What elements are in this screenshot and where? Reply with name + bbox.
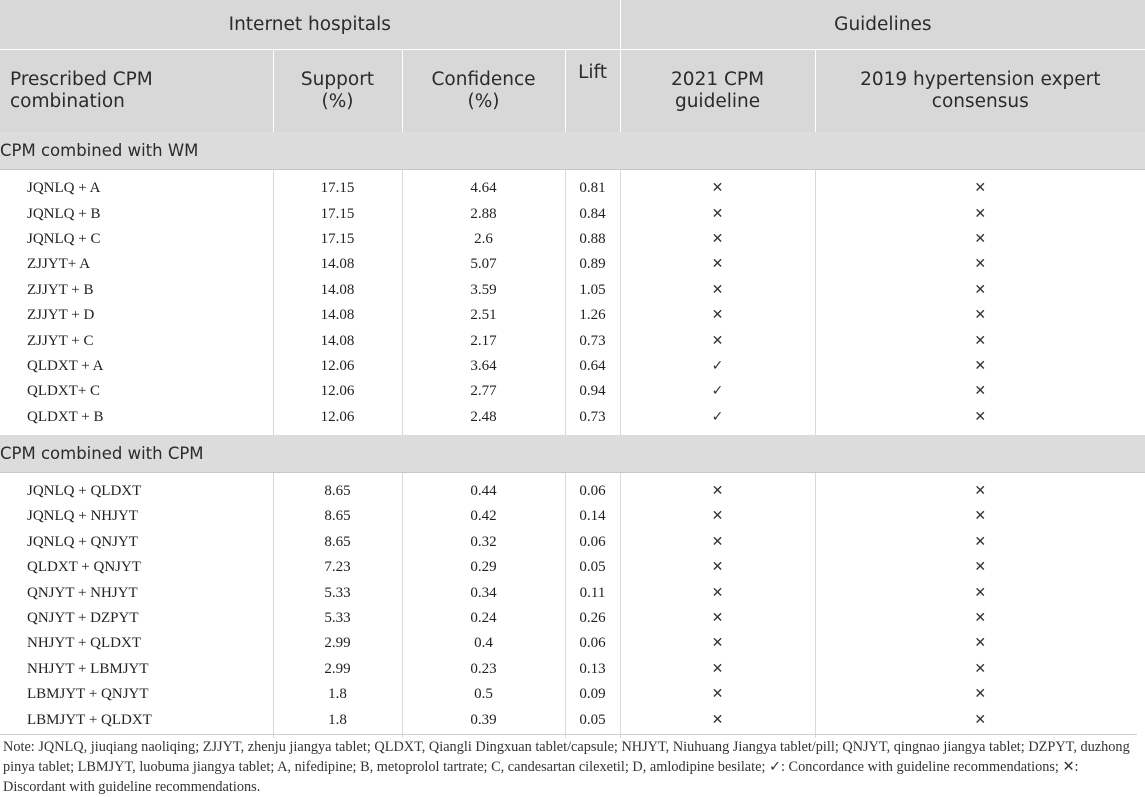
combination-cell: QLDXT+ C [0, 379, 273, 404]
consensus2019-cell [815, 227, 1145, 252]
consensus2019-cell [815, 354, 1145, 379]
combination-cell: JQNLQ + A [0, 176, 273, 201]
cpm2021-cell [620, 504, 815, 529]
cross-mark-icon: ✕ [711, 584, 724, 601]
support-cell: 5.33 [273, 580, 402, 605]
combination-cell: ZJJYT + C [0, 328, 273, 353]
cross-mark-icon: ✕ [974, 230, 987, 247]
lift-cell: 0.05 [565, 555, 620, 580]
combination-cell: QNJYT + DZPYT [0, 606, 273, 631]
support-cell: 14.08 [273, 328, 402, 353]
consensus2019-cell [815, 201, 1145, 226]
cross-mark-icon: ✕ [974, 711, 987, 728]
support-cell: 2.99 [273, 657, 402, 682]
lift-cell: 0.73 [565, 328, 620, 353]
lift-cell: 0.81 [565, 176, 620, 201]
table-row [0, 530, 1145, 555]
combination-cell: ZJJYT+ A [0, 252, 273, 277]
cross-mark-icon: ✕ [711, 508, 724, 525]
table-row [0, 682, 1145, 707]
cross-mark-icon: ✕ [711, 332, 724, 349]
table-row [0, 303, 1145, 328]
section-header-row [0, 435, 1145, 473]
lift-cell: 0.05 [565, 707, 620, 737]
consensus2019-cell [815, 479, 1145, 504]
cpm2021-cell [620, 631, 815, 656]
combination-cell: QNJYT + NHJYT [0, 580, 273, 605]
lift-cell: 0.14 [565, 504, 620, 529]
section-title: CPM combined with WM [0, 132, 1145, 170]
support-cell: 12.06 [273, 354, 402, 379]
cpm2021-cell [620, 252, 815, 277]
cross-mark-icon: ✕ [711, 533, 724, 550]
lift-cell: 0.26 [565, 606, 620, 631]
cpm2021-cell [620, 580, 815, 605]
confidence-cell: 2.77 [402, 379, 565, 404]
combination-cell: LBMJYT + QLDXT [0, 707, 273, 737]
confidence-cell: 2.48 [402, 405, 565, 435]
support-cell: 17.15 [273, 227, 402, 252]
combination-cell: ZJJYT + B [0, 278, 273, 303]
cpm2021-cell [620, 176, 815, 201]
consensus2019-cell [815, 176, 1145, 201]
column-header-lift [565, 50, 620, 133]
consensus2019-cell [815, 657, 1145, 682]
support-cell: 8.65 [273, 504, 402, 529]
support-cell: 17.15 [273, 176, 402, 201]
cross-mark-icon: ✕ [974, 635, 987, 652]
consensus2019-cell [815, 328, 1145, 353]
table-row [0, 479, 1145, 504]
combination-cell: QLDXT + A [0, 354, 273, 379]
combination-cell: NHJYT + LBMJYT [0, 657, 273, 682]
column-header-2019-line2: consensus [931, 91, 1029, 112]
table-row [0, 657, 1145, 682]
support-cell: 5.33 [273, 606, 402, 631]
lift-cell: 0.09 [565, 682, 620, 707]
confidence-cell: 0.42 [402, 504, 565, 529]
column-header-confidence [402, 50, 565, 133]
check-mark-icon: ✓ [711, 408, 724, 425]
lift-cell: 0.94 [565, 379, 620, 404]
group-header-internet-hospitals: Internet hospitals [0, 0, 620, 50]
lift-cell: 0.06 [565, 479, 620, 504]
lift-cell: 0.06 [565, 530, 620, 555]
column-header-2021-line2: guideline [674, 91, 761, 112]
support-cell: 1.8 [273, 707, 402, 737]
cross-mark-icon: ✕ [974, 483, 987, 500]
lift-cell: 1.26 [565, 303, 620, 328]
table-row [0, 606, 1145, 631]
combination-cell: JQNLQ + QNJYT [0, 530, 273, 555]
table-body [0, 132, 1145, 738]
confidence-cell: 0.29 [402, 555, 565, 580]
column-header-combination-line1: Prescribed CPM [10, 69, 153, 90]
confidence-cell: 2.51 [402, 303, 565, 328]
column-header-confidence-line1: Confidence [431, 69, 536, 90]
cpm2021-cell [620, 682, 815, 707]
column-header-row [0, 50, 1145, 133]
confidence-cell: 4.64 [402, 176, 565, 201]
confidence-cell: 5.07 [402, 252, 565, 277]
column-header-support-line1: Support [300, 69, 375, 90]
cross-mark-icon: ✕ [711, 610, 724, 627]
combination-cell: JQNLQ + C [0, 227, 273, 252]
table-row [0, 631, 1145, 656]
consensus2019-cell [815, 555, 1145, 580]
cross-mark-icon: ✕ [711, 180, 724, 197]
check-mark-icon: ✓ [711, 383, 724, 400]
column-header-combination-line2: combination [10, 91, 125, 112]
lift-cell: 0.11 [565, 580, 620, 605]
lift-cell: 0.89 [565, 252, 620, 277]
group-header-guidelines: Guidelines [620, 0, 1145, 50]
support-cell: 12.06 [273, 405, 402, 435]
cross-mark-icon: ✕ [711, 256, 724, 273]
cpm2021-cell [620, 479, 815, 504]
cross-mark-icon: ✕ [974, 660, 987, 677]
cpm2021-cell [620, 354, 815, 379]
combination-cell: JQNLQ + NHJYT [0, 504, 273, 529]
support-cell: 12.06 [273, 379, 402, 404]
table-row [0, 354, 1145, 379]
cpm2021-cell [620, 657, 815, 682]
cross-mark-icon: ✕ [974, 408, 987, 425]
support-cell: 1.8 [273, 682, 402, 707]
cross-mark-icon: ✕ [711, 230, 724, 247]
cross-mark-icon: ✕ [711, 635, 724, 652]
column-header-2021-cpm-guideline [620, 50, 815, 133]
confidence-cell: 0.34 [402, 580, 565, 605]
table-row [0, 555, 1145, 580]
cross-mark-icon: ✕ [974, 256, 987, 273]
cpm2021-cell [620, 405, 815, 435]
table-row [0, 176, 1145, 201]
cpm2021-cell [620, 606, 815, 631]
table-row [0, 252, 1145, 277]
combination-cell: LBMJYT + QNJYT [0, 682, 273, 707]
table-row [0, 504, 1145, 529]
cross-mark-icon: ✕ [974, 610, 987, 627]
support-cell: 14.08 [273, 303, 402, 328]
support-cell: 14.08 [273, 252, 402, 277]
cross-mark-icon: ✕ [711, 711, 724, 728]
table-row [0, 227, 1145, 252]
cross-mark-icon: ✕ [974, 205, 987, 222]
lift-cell: 0.84 [565, 201, 620, 226]
consensus2019-cell [815, 252, 1145, 277]
confidence-cell: 0.4 [402, 631, 565, 656]
cpm2021-cell [620, 201, 815, 226]
lift-cell: 0.06 [565, 631, 620, 656]
column-header-2021-line1: 2021 CPM [671, 69, 765, 90]
combination-cell: ZJJYT + D [0, 303, 273, 328]
support-cell: 8.65 [273, 479, 402, 504]
cpm2021-cell [620, 303, 815, 328]
support-cell: 8.65 [273, 530, 402, 555]
cpm2021-cell [620, 328, 815, 353]
support-cell: 7.23 [273, 555, 402, 580]
lift-cell: 0.64 [565, 354, 620, 379]
consensus2019-cell [815, 379, 1145, 404]
cross-mark-icon: ✕ [974, 307, 987, 324]
cross-mark-icon: ✕ [974, 357, 987, 374]
confidence-cell: 0.5 [402, 682, 565, 707]
confidence-cell: 3.59 [402, 278, 565, 303]
cross-mark-icon: ✕ [974, 686, 987, 703]
cpm2021-cell [620, 555, 815, 580]
consensus2019-cell [815, 606, 1145, 631]
column-header-combination [0, 50, 273, 133]
table-row [0, 278, 1145, 303]
cross-mark-icon: ✕ [974, 281, 987, 298]
column-header-2019-line1: 2019 hypertension expert [860, 69, 1101, 90]
cpm2021-cell [620, 227, 815, 252]
lift-cell: 1.05 [565, 278, 620, 303]
lift-cell: 0.73 [565, 405, 620, 435]
support-cell: 14.08 [273, 278, 402, 303]
check-mark-icon: ✓ [711, 357, 724, 374]
confidence-cell: 3.64 [402, 354, 565, 379]
lift-cell: 0.13 [565, 657, 620, 682]
cpm2021-cell [620, 530, 815, 555]
section-header-row [0, 132, 1145, 170]
group-header-row [0, 0, 1145, 50]
cross-mark-icon: ✕ [974, 383, 987, 400]
table-row [0, 405, 1145, 435]
cross-mark-icon: ✕ [974, 180, 987, 197]
cross-mark-icon: ✕ [711, 559, 724, 576]
confidence-cell: 2.17 [402, 328, 565, 353]
combination-cell: JQNLQ + QLDXT [0, 479, 273, 504]
consensus2019-cell [815, 405, 1145, 435]
confidence-cell: 0.44 [402, 479, 565, 504]
consensus2019-cell [815, 278, 1145, 303]
consensus2019-cell [815, 303, 1145, 328]
consensus2019-cell [815, 530, 1145, 555]
consensus2019-cell [815, 631, 1145, 656]
cross-mark-icon: ✕ [974, 559, 987, 576]
combination-cell: QLDXT + QNJYT [0, 555, 273, 580]
cross-mark-icon: ✕ [974, 508, 987, 525]
cross-mark-icon: ✕ [974, 332, 987, 349]
table-row [0, 379, 1145, 404]
cross-mark-icon: ✕ [711, 281, 724, 298]
table-row [0, 580, 1145, 605]
lift-cell: 0.88 [565, 227, 620, 252]
cross-mark-icon: ✕ [711, 686, 724, 703]
consensus2019-cell [815, 682, 1145, 707]
cross-mark-icon: ✕ [711, 307, 724, 324]
cross-mark-icon: ✕ [711, 483, 724, 500]
support-cell: 17.15 [273, 201, 402, 226]
table-footnote: Note: JQNLQ, jiuqiang naoliqing; ZJJYT, zhenju jiangya tablet; QLDXT, Qiangli Dingxuan tablet/capsule; NHJYT, Niuhuang Jiangya tablet/pill; QNJYT, qingnao jiangya tablet; DZPYT, duzhong pinya tablet; LBMJYT, luobuma jiangya tablet; A, nifedipine; B, metoprolol tartrate; C, candesartan cilexetil; D, amlodipine besilate; ✓: Concordance with guideline recommendations; ✕: Discordant with guideline recommendations. [0, 734, 1137, 797]
confidence-cell: 0.23 [402, 657, 565, 682]
confidence-cell: 2.6 [402, 227, 565, 252]
table-row [0, 201, 1145, 226]
column-header-lift-line1: Lift [578, 62, 607, 83]
confidence-cell: 0.24 [402, 606, 565, 631]
combination-cell: JQNLQ + B [0, 201, 273, 226]
consensus2019-cell [815, 504, 1145, 529]
cpm2021-cell [620, 379, 815, 404]
cross-mark-icon: ✕ [711, 660, 724, 677]
column-header-2019-consensus [815, 50, 1145, 133]
confidence-cell: 0.39 [402, 707, 565, 737]
combination-cell: NHJYT + QLDXT [0, 631, 273, 656]
cross-mark-icon: ✕ [711, 205, 724, 222]
column-header-support [273, 50, 402, 133]
confidence-cell: 0.32 [402, 530, 565, 555]
column-header-support-line2: (%) [321, 91, 354, 112]
cross-mark-icon: ✕ [974, 584, 987, 601]
combination-cell: QLDXT + B [0, 405, 273, 435]
confidence-cell: 2.88 [402, 201, 565, 226]
support-cell: 2.99 [273, 631, 402, 656]
column-header-confidence-line2: (%) [467, 91, 500, 112]
cpm2021-cell [620, 278, 815, 303]
consensus2019-cell [815, 580, 1145, 605]
section-title: CPM combined with CPM [0, 435, 1145, 473]
cross-mark-icon: ✕ [974, 533, 987, 550]
table-row [0, 328, 1145, 353]
